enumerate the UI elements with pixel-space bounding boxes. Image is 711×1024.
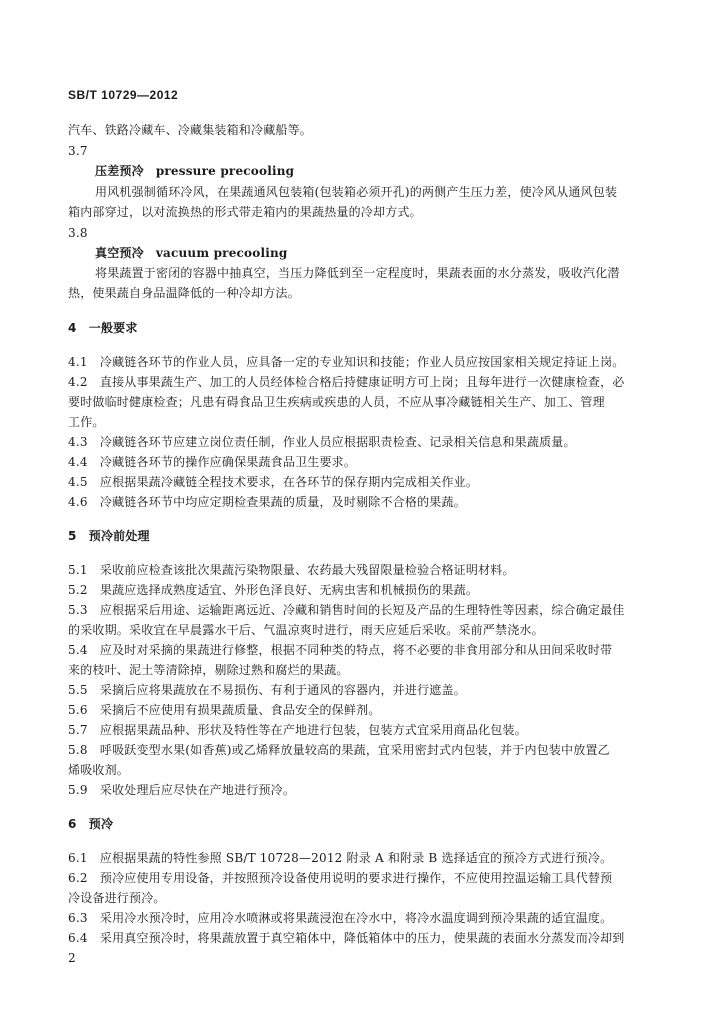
clause: 5.5 采摘后应将果蔬放在不易损伤、有利于通风的容器内，并进行遮盖。 xyxy=(68,683,466,697)
term-heading xyxy=(95,164,294,178)
standard-code: SB/T 10729—2012 xyxy=(68,88,179,102)
clause: 4.1 冷藏链各环节的作业人员，应具备一定的专业知识和技能；作业人员应按国家相关规定持证上岗。 xyxy=(68,355,625,369)
clause-cont: 冷设备进行预冷。 xyxy=(68,891,166,905)
page-number: 2 xyxy=(68,951,76,965)
text-line: 汽车、铁路冷藏车、冷藏集装箱和冷藏船等。 xyxy=(68,123,313,137)
section-heading: 6 预冷 xyxy=(68,817,114,831)
clause: 6.1 应根据果蔬的特性参照 SB/T 10728—2012 附录 A 和附录 B 选择适宜的预冷方式进行预冷。 xyxy=(68,851,613,865)
text-line: 热，使果蔬自身品温降低的一种冷却方法。 xyxy=(68,286,300,300)
clause-cont: 烯吸收剂。 xyxy=(68,763,130,777)
term-en: pressure precooling xyxy=(155,164,295,178)
clause: 4.4 冷藏链各环节的操作应确保果蔬食品卫生要求。 xyxy=(68,455,357,469)
clause-cont: 要时做临时健康检查；凡患有碍食品卫生疾病或疾患的人员，不应从事冷藏链相关生产、加工、管理 xyxy=(68,395,605,409)
clause: 6.3 采用冷水预冷时，应用冷水喷淋或将果蔬浸泡在冷水中，将冷水温度调到预冷果蔬的适宜温度。 xyxy=(68,911,613,925)
clause: 6.4 采用真空预冷时，将果蔬放置于真空箱体中，降低箱体中的压力，使果蔬的表面水分蒸发而冷却到 xyxy=(68,931,625,945)
term-cn: 真空预冷 xyxy=(95,246,144,260)
clause: 4.6 冷藏链各环节中均应定期检查果蔬的质量，及时剔除不合格的果蔬。 xyxy=(68,495,466,509)
clause: 5.8 呼吸跃变型水果(如香蕉)或乙烯释放量较高的果蔬，宜采用密封式内包装，并于内包装中放置乙 xyxy=(68,743,610,757)
clause: 4.2 直接从事果蔬生产、加工的人员经体检合格后持健康证明方可上岗；且每年进行一次健康检查，必 xyxy=(68,375,625,389)
clause: 5.7 应根据果蔬品种、形状及特性等在产地进行包装，包装方式宜采用商品化包装。 xyxy=(68,723,527,737)
section-number: 3.8 xyxy=(68,226,88,240)
clause: 5.3 应根据采后用途、运输距离远近、冷藏和销售时间的长短及产品的生理特性等因素，综合确定最佳 xyxy=(68,603,625,617)
section-heading: 4 一般要求 xyxy=(68,321,138,335)
section-heading: 5 预冷前处理 xyxy=(68,529,150,543)
term-en: vacuum precooling xyxy=(155,246,288,260)
text-line: 箱内部穿过，以对流换热的形式带走箱内的果蔬热量的冷却方式。 xyxy=(68,205,422,219)
clause: 5.9 采收处理后应尽快在产地进行预冷。 xyxy=(68,783,296,797)
text-line: 用风机强制循环冷风，在果蔬通风包装箱(包装箱必须开孔)的两侧产生压力差，使冷风从通风包装 xyxy=(95,185,618,199)
text-line: 将果蔬置于密闭的容器中抽真空，当压力降低到至一定程度时，果蔬表面的水分蒸发，吸收汽化潜 xyxy=(95,266,620,280)
clause: 5.4 应及时对采摘的果蔬进行修整，根据不同种类的特点，将不必要的非食用部分和从田间采收时带 xyxy=(68,643,613,657)
clause: 6.2 预冷应使用专用设备，并按照预冷设备使用说明的要求进行操作，不应使用控温运输工具代替预 xyxy=(68,871,613,885)
section-number: 3.7 xyxy=(68,144,88,158)
clause: 5.6 采摘后不应使用有损果蔬质量、食品安全的保鲜剂。 xyxy=(68,703,381,717)
term-heading xyxy=(95,246,288,260)
clause-cont: 的采收期。采收宜在早晨露水干后、气温凉爽时进行，雨天应延后采收。采前严禁浇水。 xyxy=(68,623,544,637)
clause: 4.5 应根据果蔬冷藏链全程技术要求，在各环节的保存期内完成相关作业。 xyxy=(68,475,479,489)
clause-cont: 工作。 xyxy=(68,415,105,429)
clause: 4.3 冷藏链各环节应建立岗位责任制，作业人员应根据职责检查、记录相关信息和果蔬质量。 xyxy=(68,435,576,449)
term-cn: 压差预冷 xyxy=(95,164,144,178)
clause-cont: 来的枝叶、泥土等清除掉，剔除过熟和腐烂的果蔬。 xyxy=(68,663,349,677)
clause: 5.1 采收前应检查该批次果蔬污染物限量、农药最大残留限量检验合格证明材料。 xyxy=(68,563,515,577)
clause: 5.2 果蔬应选择成熟度适宜、外形色泽良好、无病虫害和机械损伤的果蔬。 xyxy=(68,583,479,597)
